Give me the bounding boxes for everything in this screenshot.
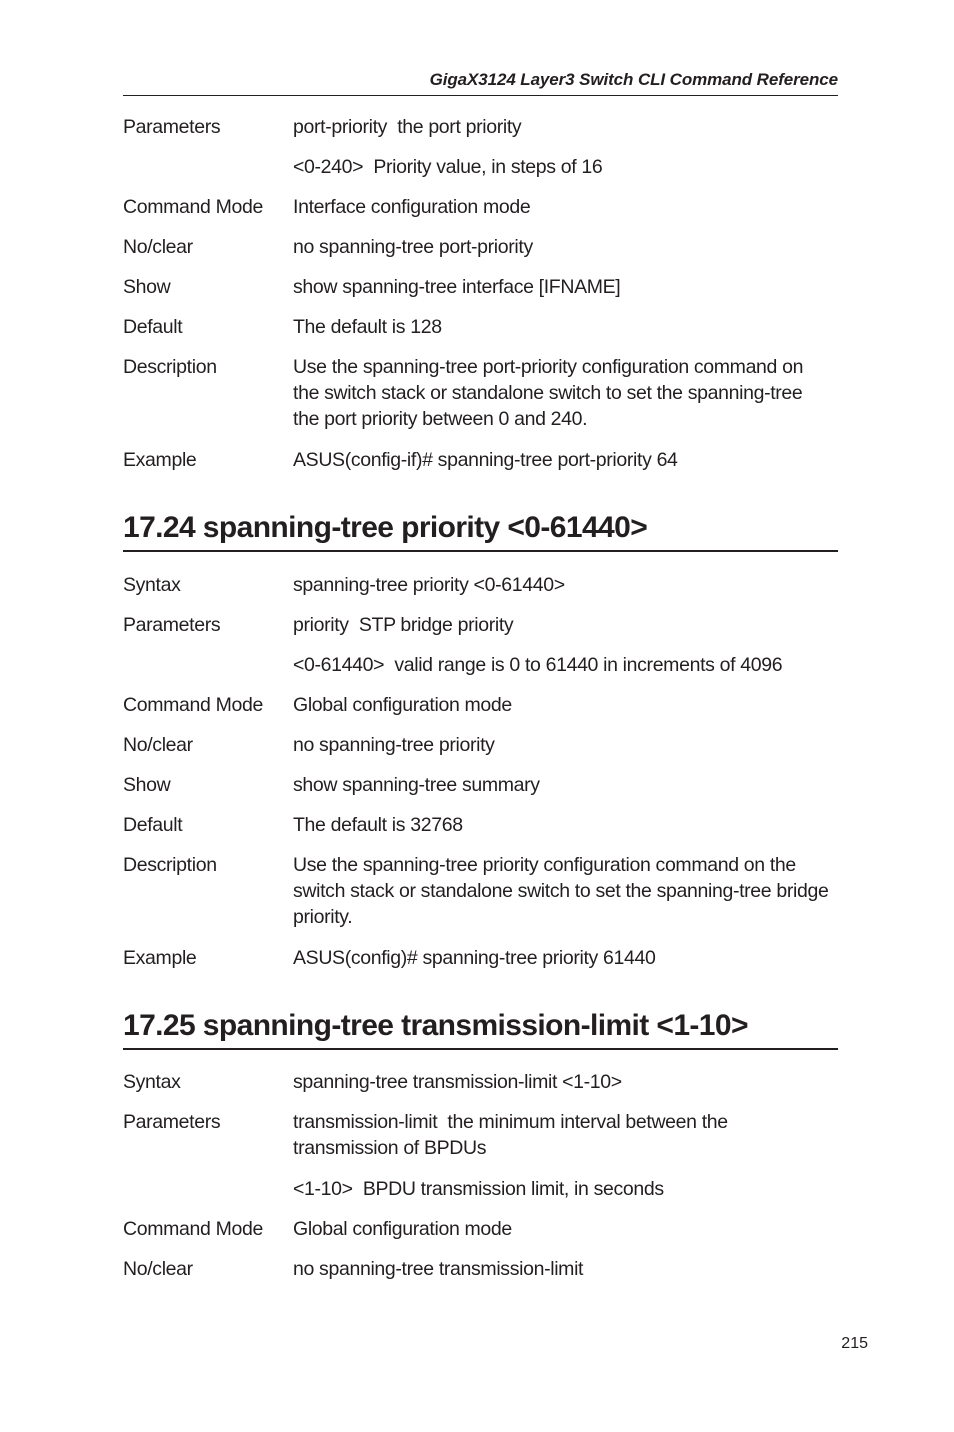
row-value: spanning-tree priority <0-61440> (293, 574, 565, 596)
table-row (123, 1069, 838, 1109)
row-label: Syntax (123, 1071, 181, 1093)
prev-section-table (123, 114, 838, 487)
row-label: Command Mode (123, 694, 263, 716)
row-label: Example (123, 449, 197, 471)
table-row (123, 732, 838, 772)
table-row (123, 354, 838, 447)
row-value: no spanning-tree port-priority (293, 236, 533, 258)
table-row (123, 447, 838, 487)
row-value: transmission-limit the minimum interval between the transmission of BPDUs (293, 1111, 728, 1159)
table-row (123, 1109, 838, 1176)
row-label: Default (123, 814, 183, 836)
page-number: 215 (841, 1335, 868, 1352)
row-value: <0-61440> valid range is 0 to 61440 in increments of 4096 (293, 654, 783, 676)
row-label: Default (123, 316, 183, 338)
section-17-25-table (123, 1069, 838, 1296)
section-17-24-table (123, 572, 838, 985)
row-value: ASUS(config-if)# spanning-tree port-priority 64 (293, 449, 678, 471)
row-value: spanning-tree transmission-limit <1-10> (293, 1071, 622, 1093)
row-value: <1-10> BPDU transmission limit, in seconds (293, 1178, 664, 1200)
table-row (123, 314, 838, 354)
row-value: Use the spanning-tree priority configuration command on the switch stack or standalone switch to set the spanning-tree bridge priority. (293, 854, 829, 928)
row-label: Parameters (123, 116, 221, 138)
table-row (123, 772, 838, 812)
table-row (123, 612, 838, 652)
table-row (123, 945, 838, 985)
row-label: Parameters (123, 1111, 221, 1133)
row-label: Command Mode (123, 196, 263, 218)
row-value: <0-240> Priority value, in steps of 16 (293, 156, 603, 178)
table-row (123, 194, 838, 234)
table-row (123, 1256, 838, 1296)
row-label: Description (123, 854, 217, 876)
row-label: No/clear (123, 734, 193, 756)
row-label: No/clear (123, 236, 193, 258)
table-row (123, 572, 838, 612)
table-row (123, 692, 838, 732)
row-value: Global configuration mode (293, 694, 512, 716)
table-row (123, 852, 838, 945)
running-header (123, 68, 838, 96)
row-value: The default is 128 (293, 316, 442, 338)
row-label: Show (123, 774, 171, 796)
row-value: Interface configuration mode (293, 196, 531, 218)
table-row (123, 812, 838, 852)
row-value: show spanning-tree interface [IFNAME] (293, 276, 621, 298)
table-row (123, 652, 838, 692)
table-row (123, 1176, 838, 1216)
row-value: no spanning-tree priority (293, 734, 495, 756)
table-row (123, 274, 838, 314)
row-label: No/clear (123, 1258, 193, 1280)
row-label: Command Mode (123, 1218, 263, 1240)
row-label: Parameters (123, 614, 221, 636)
row-label: Show (123, 276, 171, 298)
table-row (123, 154, 838, 194)
running-header-title: GigaX3124 Layer3 Switch CLI Command Reference (429, 70, 838, 89)
section-title-17-25: 17.25 spanning-tree transmission-limit <1-10> (123, 1004, 838, 1050)
row-value: priority STP bridge priority (293, 614, 514, 636)
row-value: Global configuration mode (293, 1218, 512, 1240)
row-value: Use the spanning-tree port-priority configuration command on the switch stack or standalone switch to set the spanning-tree the port priority between 0 and 240. (293, 356, 804, 430)
row-label: Description (123, 356, 217, 378)
row-value: ASUS(config)# spanning-tree priority 61440 (293, 947, 656, 969)
table-row (123, 114, 838, 154)
row-label: Syntax (123, 574, 181, 596)
table-row (123, 1216, 838, 1256)
table-row (123, 234, 838, 274)
row-value: no spanning-tree transmission-limit (293, 1258, 584, 1280)
row-value: port-priority the port priority (293, 116, 522, 138)
row-value: The default is 32768 (293, 814, 463, 836)
row-value: show spanning-tree summary (293, 774, 540, 796)
row-label: Example (123, 947, 197, 969)
section-title-17-24: 17.24 spanning-tree priority <0-61440> (123, 506, 838, 552)
